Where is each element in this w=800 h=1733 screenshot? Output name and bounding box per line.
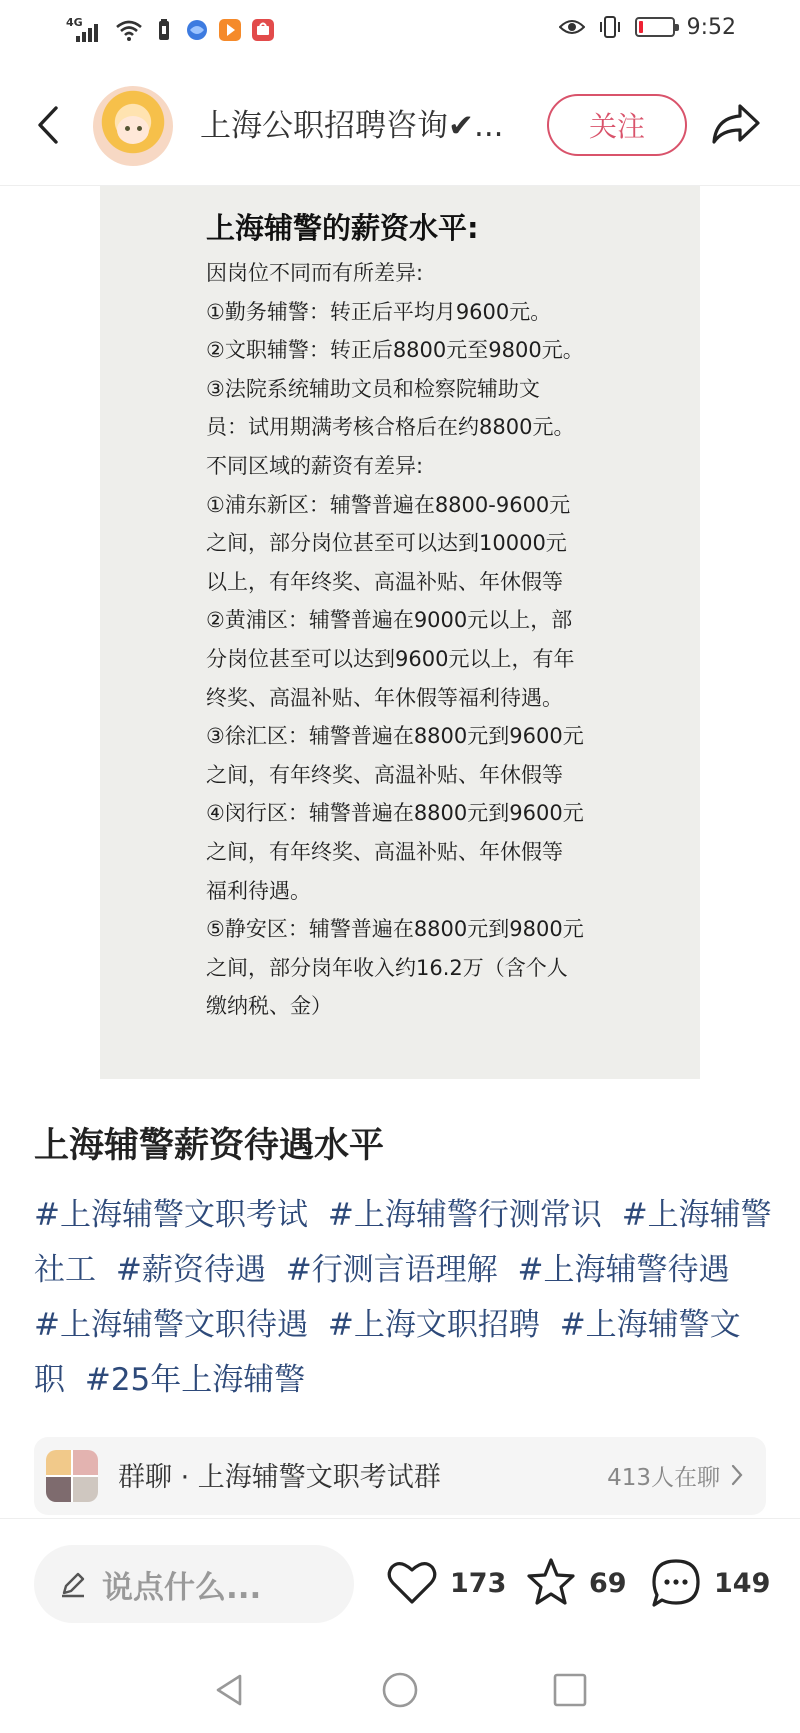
hashtag-link[interactable]: #25年上海辅警: [84, 1362, 306, 1398]
comment-placeholder: 说点什么...: [102, 1569, 262, 1606]
image-text-line: ④闵行区：辅警普遍在8800元到9600元: [206, 801, 584, 826]
vibrate-icon: [597, 14, 623, 40]
image-text-line: ①勤务辅警：转正后平均月9600元。: [206, 299, 552, 324]
like-count: 173: [450, 1567, 507, 1599]
comment-count: 149: [714, 1567, 771, 1599]
image-text-line: 之间，部分岗年收入约16.2万（含个人: [206, 955, 568, 980]
pencil-icon: [58, 1569, 88, 1599]
battery-saver-icon: [152, 18, 176, 42]
group-avatar: [46, 1450, 98, 1502]
author-name[interactable]: 上海公职招聘咨询✔...: [200, 108, 504, 144]
like-button[interactable]: [384, 1551, 506, 1615]
image-text-line: ③法院系统辅助文员和检察院辅助文: [206, 376, 540, 401]
comment-button[interactable]: [648, 1551, 770, 1615]
post-image[interactable]: [100, 186, 700, 1079]
browser-icon: [185, 18, 209, 42]
hashtag-link[interactable]: #上海辅警行测常识: [327, 1197, 602, 1233]
hashtag-link[interactable]: #行测言语理解: [285, 1252, 498, 1288]
star-icon: [523, 1555, 579, 1611]
heart-icon: [384, 1555, 440, 1611]
image-text-line: 之间，有年终奖、高温补贴、年休假等: [206, 839, 563, 864]
image-text-line: 员：试用期满考核合格后在约8800元。: [206, 415, 575, 440]
favorite-count: 69: [589, 1567, 627, 1599]
image-text-line: 之间，部分岗位甚至可以达到10000元: [206, 531, 567, 556]
image-text-line: 福利待遇。: [206, 878, 311, 903]
bottom-action-bar: [0, 1518, 800, 1648]
group-chat-name: 群聊 · 上海辅警文职考试群: [118, 1462, 441, 1493]
share-icon[interactable]: [708, 96, 764, 152]
hashtag-link[interactable]: #薪资待遇: [115, 1252, 266, 1288]
image-text-line: 分岗位甚至可以达到9600元以上，有年: [206, 646, 575, 671]
video-app-icon: [218, 18, 242, 42]
image-text-line: ③徐汇区：辅警普遍在8800元到9600元: [206, 724, 584, 749]
clock: 9:52: [686, 14, 736, 40]
comment-bubble-icon: [648, 1555, 704, 1611]
image-text-line: ②文职辅警：转正后8800元至9800元。: [206, 338, 584, 363]
image-text: [206, 254, 606, 1026]
hashtag-link[interactable]: #上海辅警社工: [34, 1197, 772, 1288]
image-text-line: 以上，有年终奖、高温补贴、年休假等: [206, 569, 563, 594]
shopping-app-icon: [251, 18, 275, 42]
nav-home-icon[interactable]: [380, 1670, 420, 1710]
image-title: 上海辅警的薪资水平:: [206, 211, 479, 245]
hashtag-link[interactable]: #上海辅警文职考试: [34, 1197, 308, 1233]
group-online-count: 413人在聊: [607, 1465, 720, 1491]
nav-back-icon[interactable]: [210, 1670, 250, 1710]
follow-button[interactable]: 关注: [547, 94, 687, 156]
image-text-line: 因岗位不同而有所差异:: [206, 261, 424, 285]
battery-icon: [635, 17, 675, 37]
group-chat-card[interactable]: [34, 1437, 766, 1515]
eye-comfort-icon: [559, 17, 585, 37]
comment-input[interactable]: [34, 1545, 354, 1623]
hashtag-link[interactable]: #上海辅警文职待遇: [34, 1307, 308, 1343]
post-header: [0, 64, 800, 186]
image-text-line: ⑤静安区：辅警普遍在8800元到9800元: [206, 917, 584, 942]
hashtag-link[interactable]: #上海文职招聘: [327, 1307, 540, 1343]
favorite-button[interactable]: [523, 1551, 627, 1615]
system-nav-bar: [0, 1648, 800, 1733]
author-avatar[interactable]: [93, 86, 173, 166]
image-text-line: 终奖、高温补贴、年休假等福利待遇。: [206, 685, 563, 710]
image-text-line: ②黄浦区：辅警普遍在9000元以上，部: [206, 608, 573, 633]
wifi-icon: [115, 18, 143, 42]
status-bar: [0, 0, 800, 64]
hashtag-link[interactable]: #上海辅警文职: [34, 1307, 741, 1398]
chevron-right-icon: [730, 1463, 744, 1487]
image-text-line: 缴纳税、金）: [206, 994, 332, 1019]
post-title: 上海辅警薪资待遇水平: [34, 1126, 385, 1166]
network-type: 4G: [66, 16, 83, 29]
image-text-line: 之间，有年终奖、高温补贴、年休假等: [206, 762, 563, 787]
hashtag-list: [34, 1188, 774, 1408]
cellular-signal-icon: [66, 16, 106, 44]
image-text-line: ①浦东新区：辅警普遍在8800-9600元: [206, 492, 571, 517]
nav-recent-apps-icon[interactable]: [550, 1670, 590, 1710]
back-arrow-icon[interactable]: [30, 102, 70, 148]
image-text-line: 不同区域的薪资有差异:: [206, 453, 424, 478]
hashtag-link[interactable]: #上海辅警待遇: [517, 1252, 730, 1288]
